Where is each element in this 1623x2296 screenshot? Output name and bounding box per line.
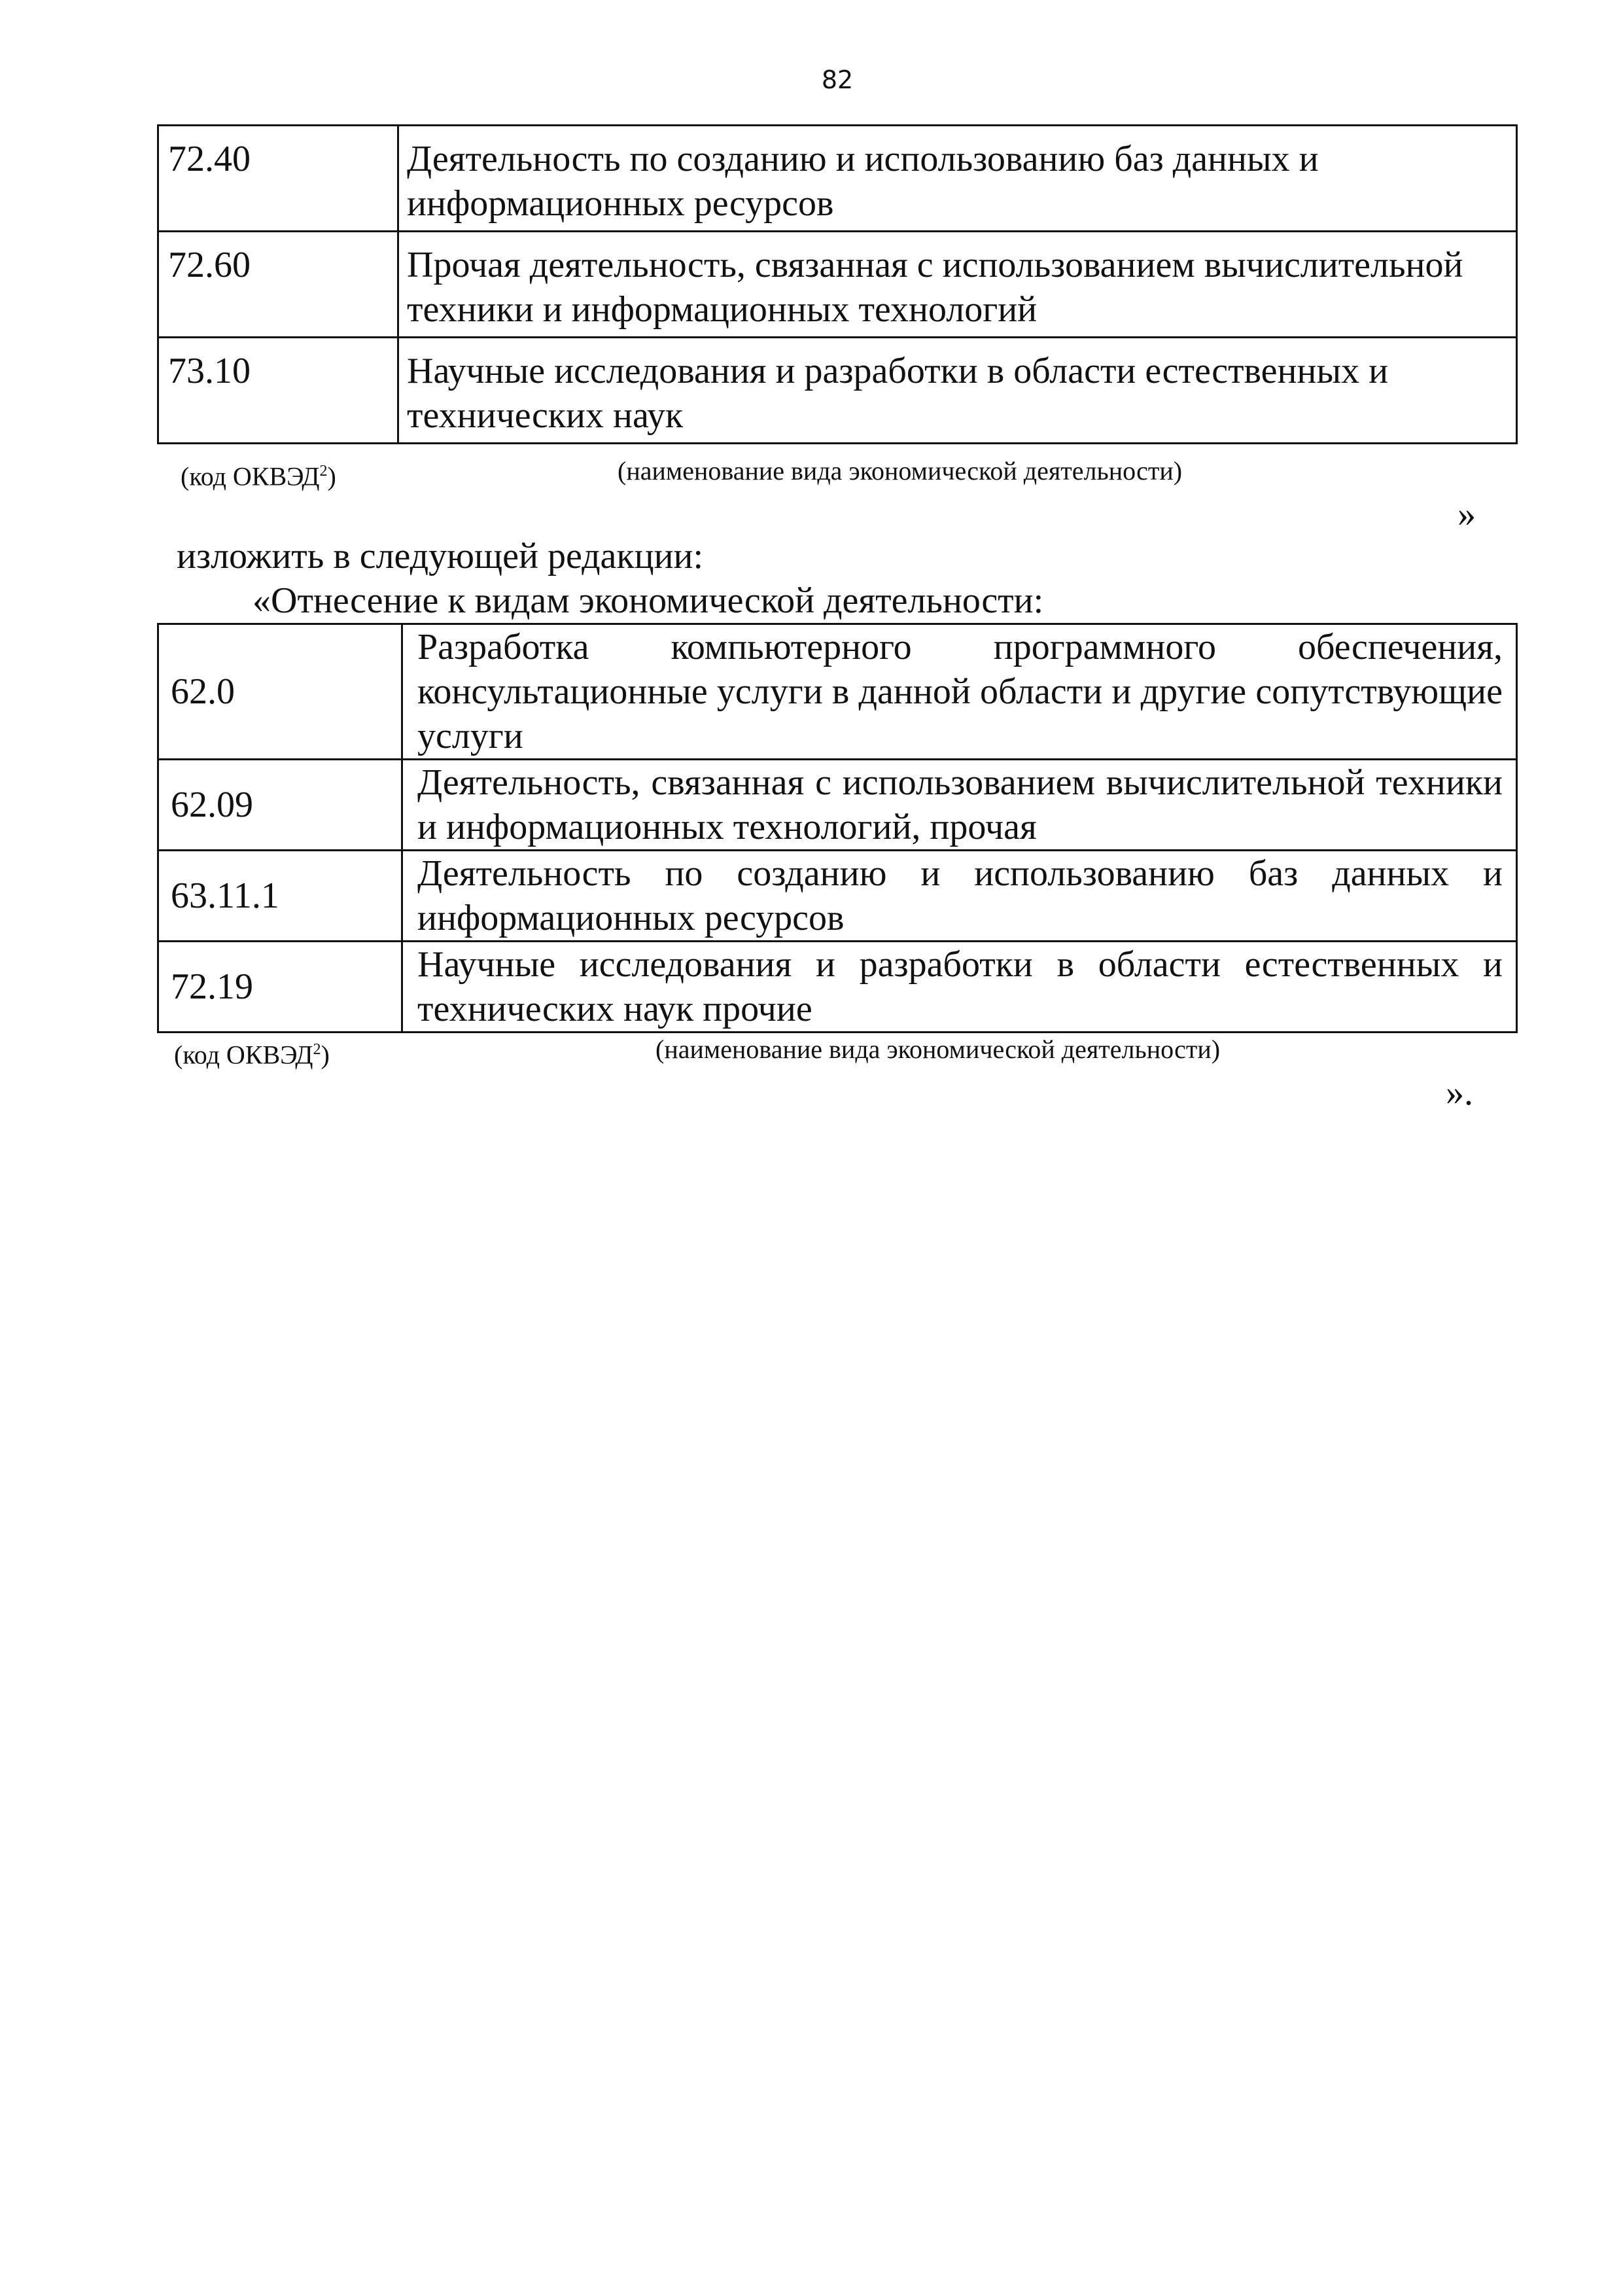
table-row	[158, 851, 1517, 942]
footnote-marker: 2	[319, 463, 328, 480]
okved-code-cell: 72.19	[158, 942, 402, 1033]
section-heading: «Отнесение к видам экономической деятельности:	[253, 580, 1044, 621]
page-number: 82	[821, 65, 854, 94]
activity-name-cell: Деятельность, связанная с использованием вычислительной техники и информационных технологий, прочая	[402, 760, 1517, 851]
okved-table-new	[157, 623, 1518, 1033]
okved-code-cell: 72.60	[158, 232, 398, 338]
activity-name-cell: Прочая деятельность, связанная с использованием вычислительной техники и информационных технологий	[398, 232, 1517, 338]
okved-code-cell: 63.11.1	[158, 851, 402, 942]
okved-code-cell: 62.0	[158, 624, 402, 760]
okved-code-cell: 62.09	[158, 760, 402, 851]
okved-code-cell: 72.40	[158, 126, 398, 232]
activity-name-cell: Деятельность по созданию и использованию баз данных и информационных ресурсов	[402, 851, 1517, 942]
table-row	[158, 232, 1517, 338]
okved-code-caption: (код ОКВЭД$^2$)	[181, 461, 336, 491]
activity-name-cell: Научные исследования и разработки в области естественных и технических наук прочие	[402, 942, 1517, 1033]
activity-name-cell: Деятельность по созданию и использованию баз данных и информационных ресурсов	[398, 126, 1517, 232]
closing-quote: ».	[1446, 1072, 1473, 1113]
intro-text: изложить в следующей редакции:	[177, 536, 704, 576]
table-row	[158, 760, 1517, 851]
closing-quote: »	[1457, 494, 1476, 535]
table-row	[158, 624, 1517, 760]
okved-table-old	[157, 124, 1518, 444]
activity-name-caption: (наименование вида экономической деятельности)	[618, 456, 1183, 486]
table-row	[158, 338, 1517, 444]
okved-code-cell: 73.10	[158, 338, 398, 444]
activity-name-cell: Научные исследования и разработки в области естественных и технических наук	[398, 338, 1517, 444]
footnote-marker: 2	[313, 1041, 321, 1058]
table-row	[158, 942, 1517, 1033]
okved-code-caption: (код ОКВЭД$^2$)	[174, 1040, 330, 1070]
activity-name-cell: Разработка компьютерного программного обеспечения, консультационные услуги в данной области и другие сопутствующие услуги	[402, 624, 1517, 760]
table-row	[158, 126, 1517, 232]
activity-name-caption: (наименование вида экономической деятельности)	[655, 1034, 1221, 1064]
